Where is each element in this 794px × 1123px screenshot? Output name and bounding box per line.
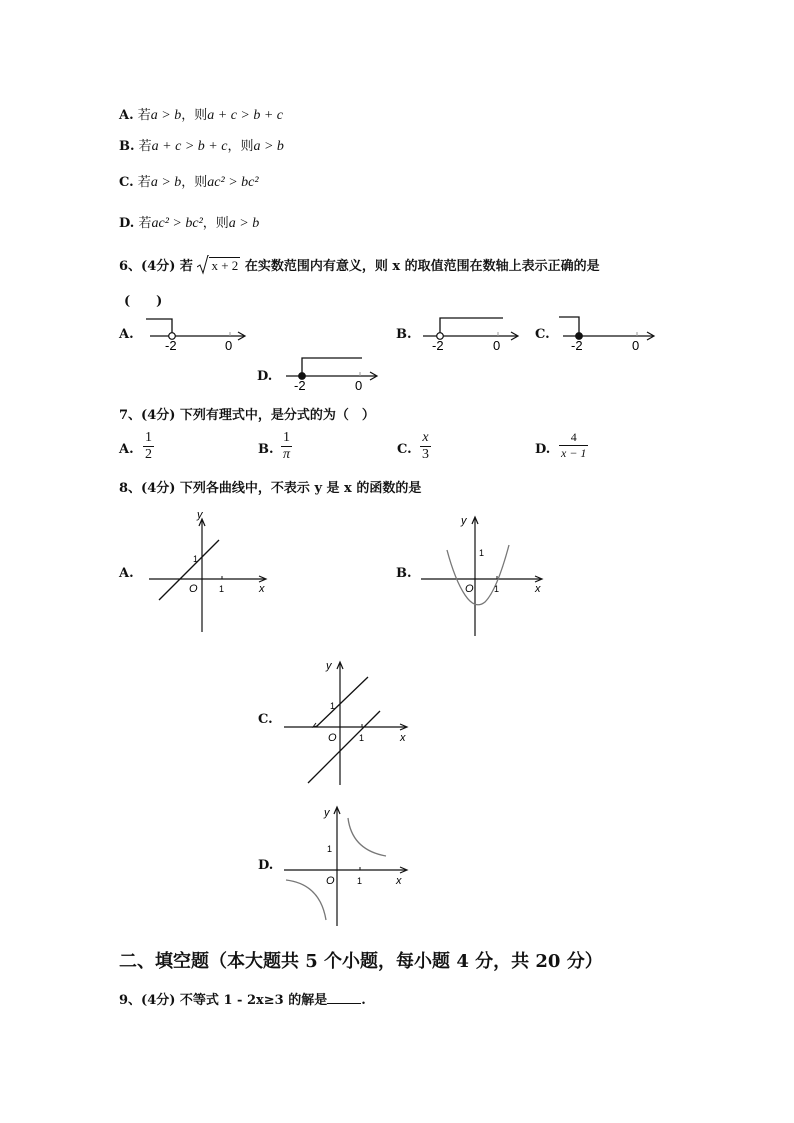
x-tick-1: 1: [359, 733, 365, 743]
origin-label: O: [328, 732, 337, 744]
y-tick-1: 1: [479, 548, 485, 558]
q7-option-c-label: C.: [397, 442, 412, 457]
q6-option-d-label: D.: [257, 369, 273, 384]
q7-option-a-fraction: [143, 430, 154, 463]
y-tick-1: 1: [193, 554, 199, 564]
text: ，则: [227, 139, 254, 154]
radical-sign-icon: [197, 255, 209, 275]
y-axis-label: y: [197, 510, 203, 521]
numerator: 4: [570, 430, 577, 444]
q9-inequality: 1 - 2x≥3: [223, 993, 284, 1008]
q6-option-a-number-line: [140, 310, 250, 355]
option-label: D.: [119, 216, 135, 231]
hyperbola-lower-branch: [286, 880, 326, 920]
denominator: 2: [145, 447, 152, 462]
q8-option-c-graph: [280, 655, 415, 790]
math: a + c > b + c: [151, 139, 228, 154]
text: 若: [138, 216, 152, 231]
q7-option-b-label: B.: [258, 442, 274, 457]
math: ac² > bc²: [207, 175, 259, 190]
q8-option-a-graph: [145, 510, 275, 635]
q8-option-a-label: A.: [119, 566, 134, 581]
q9-post: 的解是: [288, 993, 328, 1008]
parabola-curve: [447, 545, 509, 605]
numerator: 1: [145, 430, 152, 445]
x-tick-1: 1: [357, 876, 363, 886]
numerator: 1: [283, 430, 290, 445]
math: a > b: [228, 216, 260, 231]
q5-option-b: [119, 135, 284, 155]
math: a > b: [253, 139, 284, 154]
option-label: A.: [119, 108, 134, 123]
q7-option-a-label: A.: [119, 442, 134, 457]
q6-option-a-label: A.: [119, 327, 134, 342]
upper-line-curve: [316, 677, 368, 727]
sqrt-expression: [197, 258, 240, 274]
q8-option-b-graph: [417, 510, 547, 640]
q5-option-d: [119, 212, 259, 232]
x-tick-1: 1: [494, 584, 500, 594]
q7-option-d-fraction: [559, 430, 588, 461]
q7-option-b-fraction: [281, 430, 292, 463]
q8-option-b-label: B.: [396, 566, 412, 581]
q6-suffix: 在实数范围内有意义，则 x 的取值范围在数轴上表示正确的是: [244, 259, 600, 274]
x-tick-1: 1: [219, 584, 225, 594]
q9-prefix: 9、(4分) 不等式: [119, 993, 219, 1008]
x-axis-label: x: [259, 583, 265, 595]
q5-option-c: [119, 171, 259, 191]
math: a > b: [150, 108, 182, 123]
tick-label-left: -2: [432, 338, 444, 353]
q8-option-d-label: D.: [258, 858, 274, 873]
q6-stem: [119, 255, 600, 274]
q6-option-c-label: C.: [535, 327, 550, 342]
origin-label: O: [326, 875, 335, 887]
lower-line-curve: [308, 711, 380, 783]
q7-option-d-label: D.: [535, 442, 551, 457]
y-axis-label: y: [324, 807, 330, 819]
text: 若: [137, 108, 151, 123]
tick-label-right: 0: [355, 378, 363, 393]
q7-option-c-fraction: [420, 430, 431, 463]
x-axis-label: x: [396, 875, 402, 887]
q6-answer-bracket: ( ): [124, 294, 163, 309]
tick-label-right: 0: [493, 338, 501, 353]
tick-label-left: -2: [571, 338, 583, 353]
hyperbola-upper-branch: [348, 818, 386, 856]
q9-end: .: [361, 993, 366, 1008]
q8-option-d-graph: [280, 802, 415, 932]
tick-label-left: -2: [165, 338, 177, 353]
q6-prefix: 6、(4分) 若: [119, 259, 193, 274]
math: a + c > b + c: [207, 108, 284, 123]
q6-option-d-number-line: [280, 352, 385, 397]
denominator: π: [283, 447, 291, 462]
x-axis-label: x: [400, 732, 406, 744]
y-axis-label: y: [461, 515, 467, 527]
denominator: x − 1: [561, 446, 587, 460]
y-tick-1: 1: [327, 844, 333, 854]
denominator: 3: [422, 447, 429, 462]
section-title: 二、填空题（本大题共 5 个小题，每小题 4 分，共 20 分）: [119, 951, 603, 972]
tick-label-left: -2: [294, 378, 306, 393]
text: 若: [138, 139, 152, 154]
y-axis-label: y: [326, 660, 332, 672]
q6-option-b-number-line: [415, 310, 525, 355]
text: ，则: [202, 216, 229, 231]
q8-option-c-label: C.: [258, 712, 273, 727]
x-axis-label: x: [535, 583, 541, 595]
option-label: C.: [119, 175, 134, 190]
option-label: B.: [119, 139, 135, 154]
y-tick-1: 1: [330, 701, 336, 711]
text: ，则: [181, 108, 208, 123]
tick-label-right: 0: [225, 338, 233, 353]
q6-option-b-label: B.: [396, 327, 412, 342]
q5-option-a: [119, 104, 283, 124]
q7-stem: 7、(4分) 下列有理式中，是分式的为（ ）: [119, 408, 375, 423]
numerator: x: [422, 430, 429, 445]
answer-blank[interactable]: [327, 991, 361, 1004]
origin-label: O: [465, 583, 474, 595]
origin-label: O: [189, 583, 198, 595]
radicand: x + 2: [211, 258, 239, 273]
q9-stem: [119, 989, 366, 1008]
text: ，则: [181, 175, 208, 190]
q8-stem: 8、(4分) 下列各曲线中，不表示 y 是 x 的函数的是: [119, 481, 422, 496]
math: ac² > bc²: [151, 216, 203, 231]
tick-label-right: 0: [632, 338, 640, 353]
q6-option-c-number-line: [555, 310, 660, 355]
text: 若: [137, 175, 151, 190]
math: a > b: [150, 175, 182, 190]
